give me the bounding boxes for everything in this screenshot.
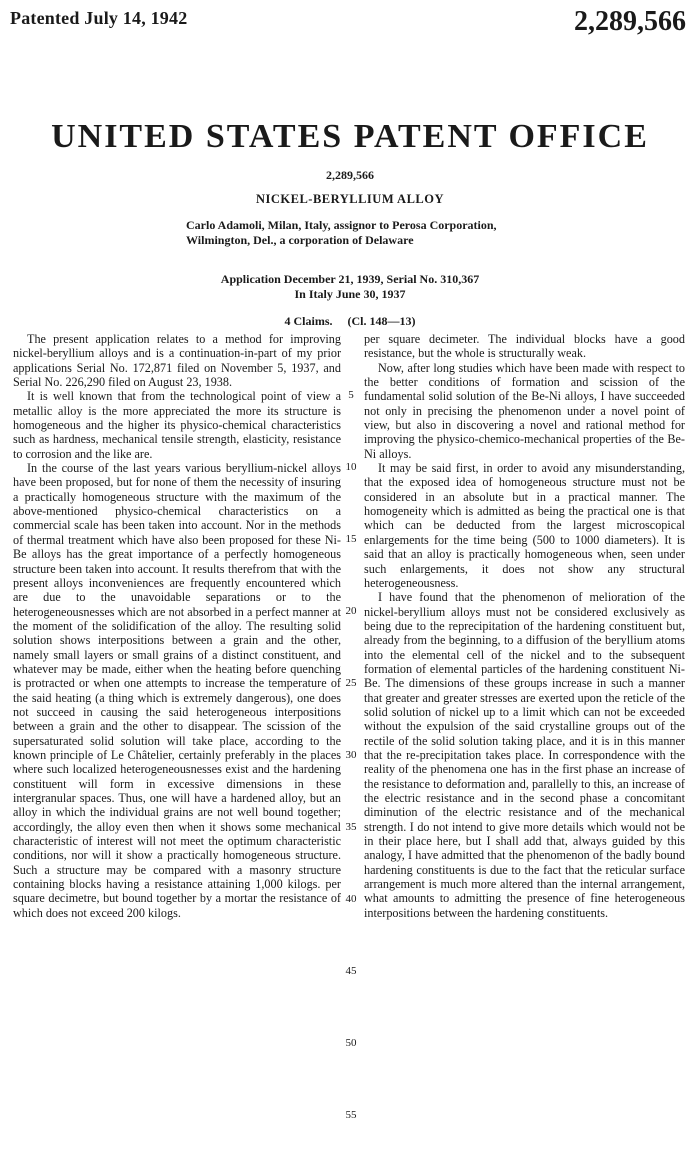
paragraph: In the course of the last years various beryllium-nickel alloys have been proposed, but for none of them the necessity of insuring a practically homogeneous structure with the maximum of the above-mentioned physico-chemical characteristics on a commercial scale has been taken into account. Nor in the methods of thermal treatment which have also been proposed for these Ni-Be alloys has the great importance of a perfectly homogeneous structure been taken into account. It results therefrom that with the present alloys inconveniences are frequently encountered which are due to the unavoidable separations or to the heterogeneousnesses which are not absorbed in a perfect manner at the moment of the solidification of the alloy. The resulting solid solution shows interpositions between a grain and the other, namely small layers or small grains of a distinct constituent, and whatever may be made, either when the heating before quenching is protracted or when one attempts to increase the temperature of the said heating (a thing which is extremely dangerous), one does not succeed in causing the said heterogeneous interpositions between a grain and the other to disappear. The scission of the supersaturated solid solution will take place, according to the known principle of Le Châtelier, certainly preferably in the places where such localized heterogeneousnesses exist and the hardening constituent will form in excessive dimensions in these intergranular spaces. Thus, one will have a hardened alloy, but an alloy in which the individual grains are not well bound together; accordingly, the alloy even then when it shows some mechanical characteristic of interest will not meet the optimum characteristic conditions, nor will it show a practically homogeneous structure. Such a structure may be compared with a masonry structure containing blocks having a resistance attaining 1,000 kilogs. per square decimetre, but bound together by a mortar the resistance of which does not exceed 200 kilogs. bbox=[13, 461, 341, 920]
inventor-assignee: Carlo Adamoli, Milan, Italy, assignor to Perosa Corporation, Wilmington, Del., a corporation of Delaware bbox=[186, 218, 497, 247]
invention-title: NICKEL-BERYLLIUM ALLOY bbox=[255, 192, 445, 206]
line-number: 10 bbox=[345, 461, 357, 473]
left-column bbox=[13, 332, 341, 920]
paragraph: per square decimeter. The individual blocks have a good resistance, but the whole is structurally weak. bbox=[364, 332, 685, 361]
paragraph: The present application relates to a method for improving nickel-beryllium alloys and is a continuation-in-part of my prior applications Serial No. 172,871 filed on November 5, 1937, and Serial No. 226,290 filed on August 23, 1938. bbox=[13, 332, 341, 390]
paragraph: It is well known that from the technological point of view a metallic alloy is the more appreciated the more its structure is homogeneous and the higher its physico-chemical characteristics such as hardness, mechanical tensile strength, elasticity, resistance to corrosion and the like are. bbox=[13, 389, 341, 461]
line-number: 30 bbox=[345, 749, 357, 761]
patented-date: Patented July 14, 1942 bbox=[10, 8, 188, 28]
paragraph: I have found that the phenomenon of melioration of the nickel-beryllium alloys must not be considered exclusively as being due to the reprecipitation of the hardening constituent but, already from the beginning, to a diffusion of the beryllium atoms into the elemental cell of the nickel and to the subsequent formation of elemental particles of the hardening constituent Ni-Be. The dimensions of these groups increase in such a manner that greater and greater stresses are exerted upon the reticle of the solid solution of nickel up to a limit which can not be exceeded without the expulsion of the said crystalline groups out of the rectile of the solid solution taking place, and it is in this manner that the re-precipitation takes place. In correspondence with the reality of the phenomena one has in the first phase an increase of the resistance to deformation and, parallelly to this, an increase of the electric resistance and in the second phase a concomitant diminution of the electric resistance and of the mechanical strength. I do not intend to give more details which would not be in their place here, but I shall add that, always guided by this analogy, I have admitted that the phenomenon of the badly bound hardening constituents is due to the fact that the reticular surface arrangement is much more altered than the internal arrangement, what amounts to admitting the presence of fine heterogeneous interpositions between the hardening constituents. bbox=[364, 590, 685, 920]
office-title: UNITED STATES PATENT OFFICE bbox=[51, 118, 649, 155]
line-number: 25 bbox=[345, 677, 357, 689]
paragraph: It may be said first, in order to avoid any misunderstanding, that the exposed idea of homogeneous structure must not be considered in an absolute but in a practical manner. The homogeneity which is admitted as being the practical one is that which can be deducted from the largest microscopical enlargements for the time being (500 to 1000 diameters). It is said that an alloy is practically homogeneous when, seen under such enlargements, it does not show any structural heterogeneousness. bbox=[364, 461, 685, 590]
line-number: 55 bbox=[345, 1109, 357, 1121]
claims-line bbox=[0, 314, 700, 329]
patent-number: 2,289,566 bbox=[574, 6, 686, 37]
header-bar bbox=[10, 6, 686, 38]
application-info bbox=[0, 272, 700, 301]
application-line: Application December 21, 1939, Serial No. 310,367 bbox=[220, 272, 480, 286]
paragraph: Now, after long studies which have been made with respect to the better conditions of formation and scission of the fundamental solid solution of the Be-Ni alloys, I have succeeded not only in precising the phenomenon under a novel point of view, but also in discovering a novel and rational method for improving the physico-chemico-mechanical properties of the Be-Ni alloys. bbox=[364, 360, 685, 461]
line-number: 40 bbox=[345, 893, 357, 905]
serial-number: 2,289,566 bbox=[326, 168, 374, 182]
line-number: 20 bbox=[345, 605, 357, 617]
classification: (Cl. 148—13) bbox=[347, 314, 416, 328]
line-number: 5 bbox=[348, 389, 354, 401]
line-number: 50 bbox=[345, 1037, 357, 1049]
right-column bbox=[364, 332, 685, 920]
claims-count: 4 Claims. bbox=[284, 314, 333, 328]
priority-line: In Italy June 30, 1937 bbox=[294, 286, 406, 301]
line-number: 35 bbox=[345, 821, 357, 833]
line-number: 15 bbox=[345, 533, 357, 545]
line-number: 45 bbox=[345, 965, 357, 977]
